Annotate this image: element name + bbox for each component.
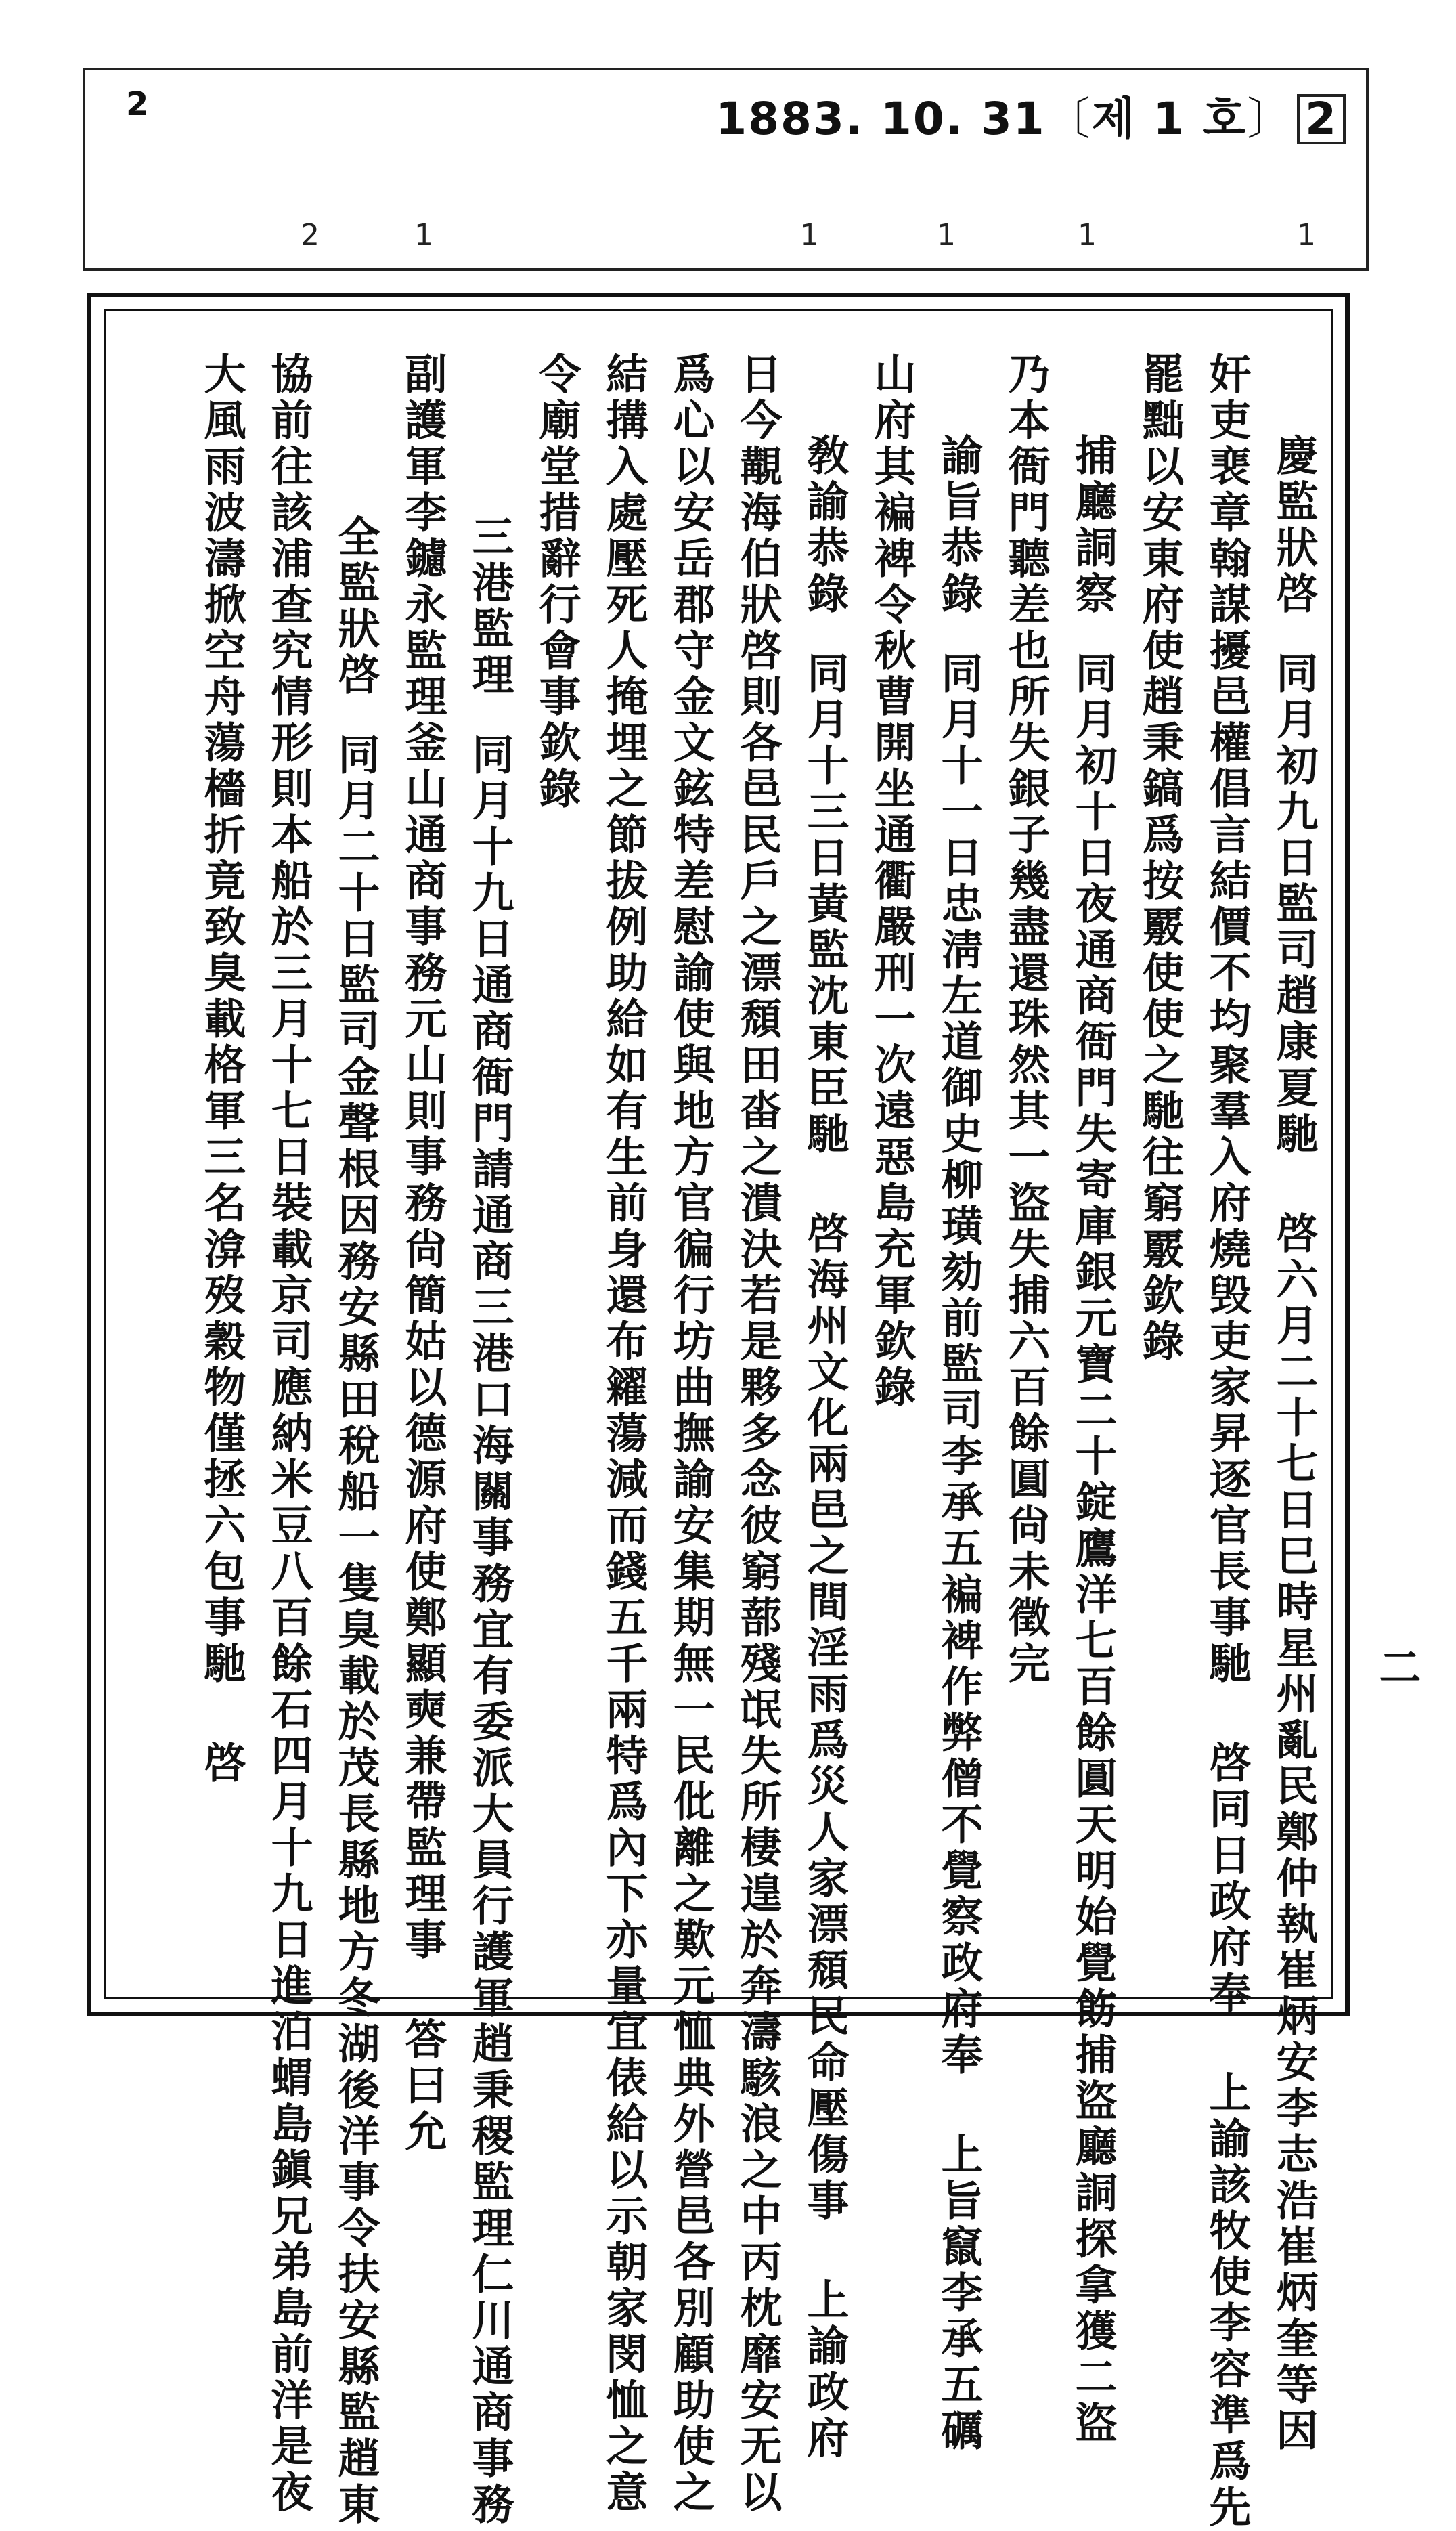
column-text: 副護軍李鑢永監理釜山通商事務元山則事務尙簡姑以德源府使鄭顯奭兼帶監理事 答曰允 — [398, 352, 447, 2155]
column-text: 日今覯海伯狀啓則各邑民戶之漂頹田畓之潰決若是夥多念彼窮蔀殘氓失所棲遑於奔濤駭浪之中丙枕靡安无以 — [733, 352, 782, 2516]
column-text: 協前往該浦查究情形則本船於三月十七日裝載京司應納米豆八百餘石四月十九日進泊蝟島鎭兄弟島前洋是夜 — [264, 352, 313, 2516]
section-heading: 捕廳詷察 — [1068, 433, 1118, 618]
article-frame-inner — [104, 309, 1333, 2531]
column-text: 山府其褊裨令秋曹開坐通衢嚴刑一次遠惡島充軍欽錄 — [867, 352, 917, 1411]
index-number: 2 — [301, 218, 319, 253]
text-column — [1194, 352, 1259, 2531]
bracket-close: 〕 — [1247, 93, 1294, 145]
issue-number: 제 1 호 — [1091, 93, 1248, 145]
section-heading: 全監狀啓 — [331, 515, 380, 699]
text-column — [1060, 352, 1125, 2447]
text-column — [457, 352, 522, 2528]
column-text: 令廟堂措辭行會事欽錄 — [532, 352, 581, 813]
section-heading: 三港監理 — [465, 515, 514, 699]
index-number: 1 — [1297, 218, 1316, 253]
text-column — [1261, 352, 1326, 2454]
section-heading: 敎諭恭錄 — [800, 433, 850, 618]
text-column — [189, 352, 254, 1964]
text-column — [390, 352, 455, 2155]
index-number: 1 — [1078, 218, 1097, 253]
issue-header — [715, 83, 1346, 147]
index-number: 1 — [937, 218, 956, 253]
column-text: 同月二十日監司金聲根因務安縣田稅船一隻臭載於茂長縣地方冬湖後洋事令扶安縣監趙東 — [331, 733, 380, 2528]
text-column — [1127, 352, 1192, 1964]
column-text: 同月十一日忠淸左道御史柳璜劾前監司李承五褊裨作弊僧不覺察政府奉 上旨竄李承五礪 — [934, 651, 984, 2454]
text-column — [323, 352, 388, 2528]
text-column — [792, 352, 857, 2462]
text-column — [591, 352, 656, 2516]
column-text: 結搆入處壓死人掩埋之節拔例助給如有生前身還布糴蕩減而錢五千兩特爲內下亦量宜俵給以示朝家閔恤之意 — [599, 352, 648, 2516]
column-text: 大風雨波濤掀空舟蕩檣折竟致臭載格軍三名渰歿穀物僅拯六包事馳 啓 — [197, 352, 246, 1787]
column-text: 同月十三日黃監沈東臣馳 啓海州文化兩邑之間淫雨爲災人家漂頹民命壓傷事 上諭政府 — [800, 651, 850, 2462]
issue-date: 1883. 10. 31 — [715, 93, 1046, 145]
column-text: 奸吏裵章翰謀擾邑權倡言結價不均聚羣入府燒毁吏家昇逐官長事馳 啓同日政府奉 上諭該牧使李容準爲先 — [1202, 352, 1252, 2531]
section-heading: 諭旨恭錄 — [934, 433, 984, 618]
article-frame — [87, 293, 1350, 2531]
index-box — [83, 68, 1369, 271]
text-column — [926, 352, 991, 2454]
column-text: 罷黜以安東府使趙秉鎬爲按覈使使之馳往窮覈欽錄 — [1135, 352, 1185, 1365]
section-heading: 慶監狀啓 — [1269, 433, 1319, 618]
column-text: 乃本衙門聽差也所失銀子幾盡還珠然其一盜失捕六百餘圓尙未徵完 — [1001, 352, 1051, 1687]
text-column — [256, 352, 321, 2516]
text-column — [859, 352, 924, 1964]
text-column — [993, 352, 1058, 1964]
column-text: 同月十九日通商衙門請通商三港口海關事務宜有委派大員行護軍趙秉稷監理仁川通商事務 — [465, 733, 514, 2528]
text-column — [658, 352, 723, 2516]
bracket-open: 〔 — [1045, 93, 1092, 145]
margin-page-number: 二 — [1372, 1645, 1421, 1687]
index-number: 1 — [800, 218, 819, 253]
column-text: 同月初十日夜通商衙門失寄庫銀元寶二十錠鷹洋七百餘圓天明始覺飭捕盜廳詷探拿獲二盜 — [1068, 651, 1118, 2447]
column-text: 爲心以安岳郡守金文鉉特差慰諭使與地方官徧行坊曲撫諭安集期無一民仳離之歎元恤典外營邑各別顧助使之 — [666, 352, 715, 2516]
page-number: 2 — [126, 85, 149, 123]
text-column — [725, 352, 790, 2516]
index-number: 1 — [414, 218, 433, 253]
boxed-page-number: 2 — [1297, 94, 1346, 144]
text-column — [524, 352, 589, 1964]
column-text: 同月初九日監司趙康夏馳 啓六月二十七日巳時星州亂民鄭仲執崔炳安李志浩崔炳奎等因 — [1269, 651, 1319, 2454]
